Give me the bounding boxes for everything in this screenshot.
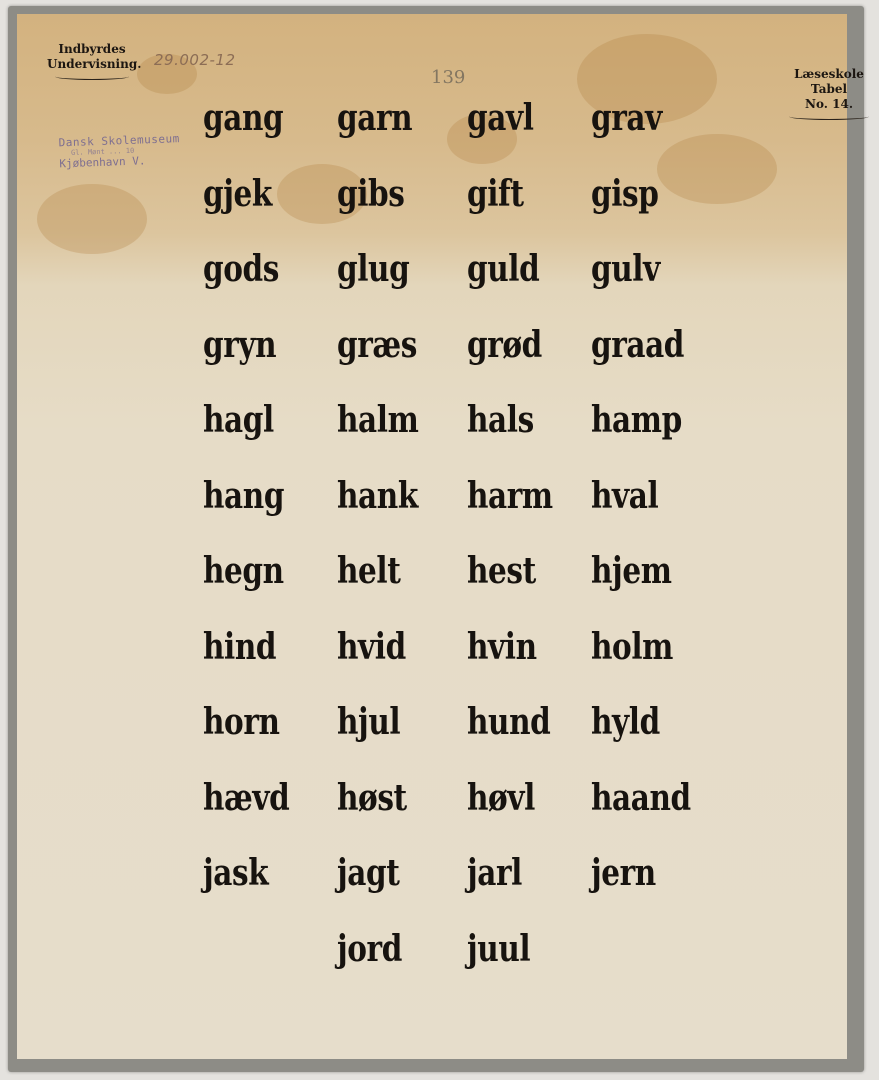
word-cell: garn [337,97,413,139]
word-cell: gryn [203,324,277,366]
word-cell: gavl [467,97,534,139]
museum-stamp [58,132,194,171]
word-cell: hvin [467,626,537,668]
header-right-line1: Læseskole Tabel [794,67,864,96]
word-cell: grav [591,97,662,139]
word-cell: hævd [203,777,290,819]
stain [37,184,147,254]
word-cell: hank [337,475,418,517]
word-cell: jern [591,852,656,894]
header-left-line2: Undervisning. [47,57,142,71]
word-cell: hjem [591,550,672,592]
word-cell: hvid [337,626,406,668]
word-cell: gibs [337,173,405,215]
word-cell: hind [203,626,277,668]
word-cell: gulv [591,248,660,290]
flourish-underline [789,113,869,120]
flourish-underline [55,73,129,80]
header-left [47,42,142,80]
stamp-line3: Kjøbenhavn V. [59,154,146,171]
word-cell: jarl [467,852,522,894]
word-cell: hest [467,550,536,592]
word-cell: haand [591,777,691,819]
header-right [779,67,879,120]
word-cell: harm [467,475,553,517]
word-cell: hegn [203,550,284,592]
word-cell: guld [467,248,540,290]
header-right-line2: No. 14. [805,97,853,111]
word-cell: horn [203,701,280,743]
stain [657,134,777,204]
word-cell: juul [467,928,531,970]
word-cell: hagl [203,399,274,441]
stamp-line2: Gl. Mønt ... 10 [70,146,135,157]
word-cell: jord [337,928,402,970]
word-cell: grød [467,324,542,366]
word-cell: hund [467,701,551,743]
word-cell: holm [591,626,673,668]
page-number: 139 [431,67,466,88]
header-left-line1: Indbyrdes [58,42,126,56]
word-cell: gift [467,173,524,215]
word-cell: hjul [337,701,401,743]
word-cell: høst [337,777,407,819]
reading-table-sheet [17,14,864,1059]
word-cell: jagt [337,852,400,894]
word-cell: glug [337,248,410,290]
word-cell: gjek [203,173,272,215]
word-cell: graad [591,324,685,366]
word-cell: jask [203,852,269,894]
word-cell: gang [203,97,284,139]
word-cell: hang [203,475,285,517]
word-cell: gods [203,248,279,290]
word-cell: høvl [467,777,535,819]
word-cell: hyld [591,701,660,743]
word-cell: helt [337,550,401,592]
word-cell: halm [337,399,419,441]
stamp-line1: Dansk Skolemuseum [58,132,180,150]
word-cell: gisp [591,173,659,215]
word-cell: hval [591,475,659,517]
word-cell: græs [337,324,417,366]
catalog-number: 29.002-12 [154,51,236,69]
word-cell: hals [467,399,534,441]
word-cell: hamp [591,399,682,441]
